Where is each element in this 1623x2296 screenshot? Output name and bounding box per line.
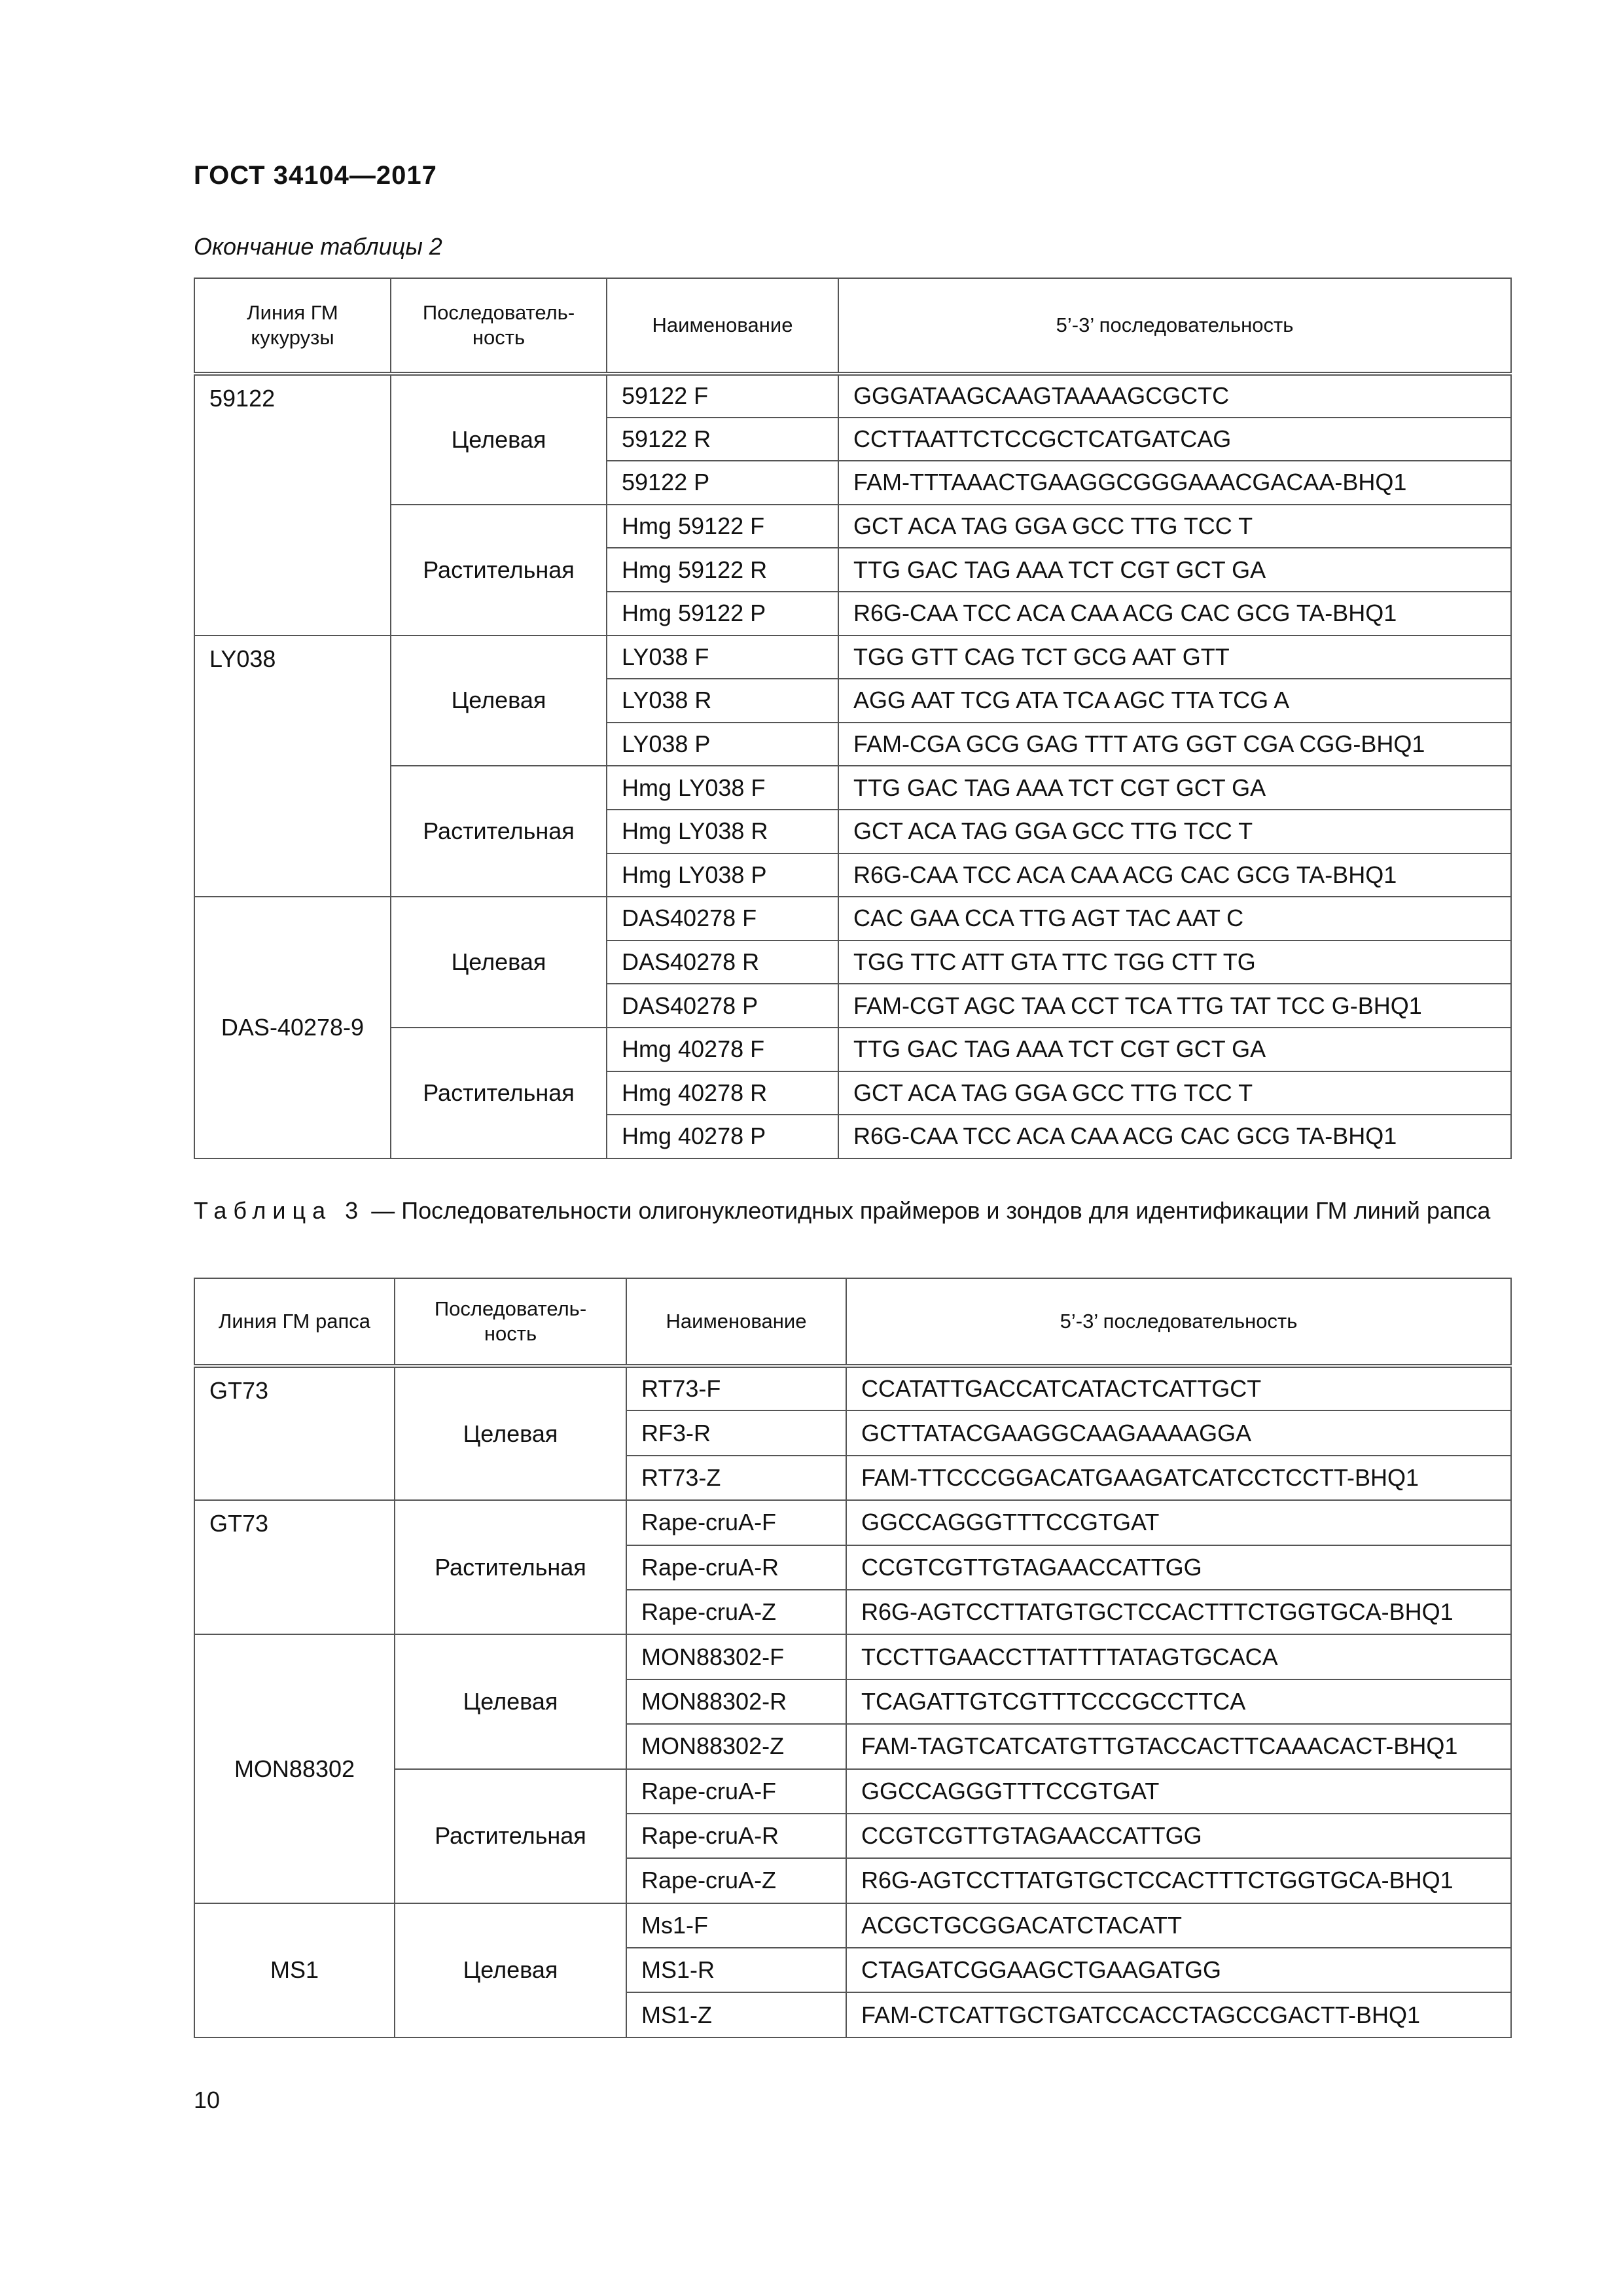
primer-name-cell: RT73-Z	[626, 1456, 846, 1500]
sequence-cell: FAM-TTCCCGGACATGAAGATCATCCTCCTT-BHQ1	[846, 1456, 1511, 1500]
primer-name-cell: DAS40278 R	[607, 941, 838, 984]
sequence-type-cell: Целевая	[391, 897, 607, 1028]
sequence-cell: GGCCAGGGTTTCCGTGAT	[846, 1500, 1511, 1545]
sequence-cell: FAM-CGA GCG GAG TTT ATG GGT CGA CGG-BHQ1	[838, 723, 1511, 766]
table-row	[194, 1500, 1511, 1545]
column-header: 5’-3’ последовательность	[846, 1278, 1511, 1366]
gm-line-cell: MS1	[194, 1903, 395, 2037]
column-header: Наименование	[626, 1278, 846, 1366]
table-row	[194, 505, 1511, 548]
table-header-row	[194, 1278, 1511, 1366]
primer-name-cell: DAS40278 P	[607, 984, 838, 1028]
sequence-type-cell: Растительная	[395, 1500, 626, 1634]
sequence-cell: AGG AAT TCG ATA TCA AGC TTA TCG A	[838, 679, 1511, 723]
primer-name-cell: Hmg LY038 F	[607, 766, 838, 810]
primer-name-cell: MON88302-F	[626, 1634, 846, 1679]
sequence-cell: CCATATTGACCATCATACTCATTGCT	[846, 1366, 1511, 1410]
page-number: 10	[194, 2087, 221, 2113]
table3	[194, 1278, 1512, 2038]
primer-name-cell: MON88302-R	[626, 1679, 846, 1724]
sequence-cell: R6G-AGTCCTTATGTGCTCCACTTTCTGGTGCA-BHQ1	[846, 1858, 1511, 1903]
table3-caption-label: Таблица 3	[194, 1197, 365, 1224]
gm-line-cell: GT73	[194, 1500, 395, 1634]
gm-line-cell: 59122	[194, 374, 391, 636]
sequence-cell: GCTTATACGAAGGCAAGAAAAGGA	[846, 1410, 1511, 1455]
gm-line-cell: DAS-40278-9	[194, 897, 391, 1158]
primer-name-cell: Ms1-F	[626, 1903, 846, 1948]
sequence-cell: R6G-AGTCCTTATGTGCTCCACTTTCTGGTGCA-BHQ1	[846, 1590, 1511, 1634]
primer-name-cell: Rape-cruA-Z	[626, 1858, 846, 1903]
sequence-cell: CTAGATCGGAAGCTGAAGATGG	[846, 1948, 1511, 1992]
sequence-type-cell: Растительная	[395, 1769, 626, 1903]
primer-name-cell: DAS40278 F	[607, 897, 838, 941]
primer-name-cell: 59122 R	[607, 418, 838, 461]
sequence-cell: TGG GTT CAG TCT GCG AAT GTT	[838, 636, 1511, 679]
primer-name-cell: Hmg 59122 F	[607, 505, 838, 548]
sequence-cell: R6G-CAA TCC ACA CAA ACG CAC GCG TA-BHQ1	[838, 1115, 1511, 1158]
primer-name-cell: Hmg 40278 R	[607, 1071, 838, 1115]
sequence-cell: GCT ACA TAG GGA GCC TTG TCC T	[838, 505, 1511, 548]
sequence-type-cell: Целевая	[395, 1366, 626, 1500]
table-row	[194, 1903, 1511, 1948]
table-header-row	[194, 278, 1511, 374]
sequence-cell: FAM-CGT AGC TAA CCT TCA TTG TAT TCC G-BHQ1	[838, 984, 1511, 1028]
primer-name-cell: MS1-Z	[626, 1992, 846, 2037]
primer-name-cell: LY038 R	[607, 679, 838, 723]
table-row	[194, 636, 1511, 679]
column-header: Наименование	[607, 278, 838, 374]
sequence-cell: TTG GAC TAG AAA TCT CGT GCT GA	[838, 548, 1511, 592]
sequence-cell: ACGCTGCGGACATCTACATT	[846, 1903, 1511, 1948]
primer-name-cell: LY038 F	[607, 636, 838, 679]
gm-line-cell: LY038	[194, 636, 391, 897]
primer-name-cell: Rape-cruA-F	[626, 1500, 846, 1545]
primer-name-cell: 59122 P	[607, 461, 838, 505]
primer-name-cell: RT73-F	[626, 1366, 846, 1410]
column-header: Линия ГМ кукурузы	[194, 278, 391, 374]
table-row	[194, 766, 1511, 810]
sequence-cell: TGG TTC ATT GTA TTC TGG CTT TG	[838, 941, 1511, 984]
sequence-cell: FAM-CTCATTGCTGATCCACCTAGCCGACTT-BHQ1	[846, 1992, 1511, 2037]
primer-name-cell: Hmg 59122 P	[607, 592, 838, 636]
table-row	[194, 1028, 1511, 1071]
sequence-type-cell: Растительная	[391, 1028, 607, 1158]
column-header: Последователь-ность	[395, 1278, 626, 1366]
sequence-cell: R6G-CAA TCC ACA CAA ACG CAC GCG TA-BHQ1	[838, 853, 1511, 897]
sequence-cell: TCCTTGAACCTTATTTTATAGTGCACA	[846, 1634, 1511, 1679]
sequence-type-cell: Целевая	[391, 636, 607, 766]
primer-name-cell: Rape-cruA-R	[626, 1814, 846, 1858]
sequence-cell: CCGTCGTTGTAGAACCATTGG	[846, 1545, 1511, 1590]
table-row	[194, 1634, 1511, 1679]
primer-name-cell: RF3-R	[626, 1410, 846, 1455]
sequence-cell: TTG GAC TAG AAA TCT CGT GCT GA	[838, 1028, 1511, 1071]
table3-caption	[194, 1194, 1510, 1228]
primer-name-cell: Rape-cruA-F	[626, 1769, 846, 1814]
sequence-cell: GGCCAGGGTTTCCGTGAT	[846, 1769, 1511, 1814]
sequence-cell: TCAGATTGTCGTTTCCCGCCTTCA	[846, 1679, 1511, 1724]
standard-header: ГОСТ 34104—2017	[194, 161, 437, 190]
table3-caption-text: — Последовательности олигонуклеотидных праймеров и зондов для идентификации ГМ линий рапса	[365, 1197, 1491, 1224]
table2	[194, 278, 1512, 1159]
sequence-type-cell: Целевая	[395, 1903, 626, 2037]
table-row	[194, 374, 1511, 418]
sequence-cell: FAM-TAGTCATCATGTTGTACCACTTCAAACACT-BHQ1	[846, 1724, 1511, 1768]
sequence-type-cell: Растительная	[391, 766, 607, 897]
sequence-type-cell: Целевая	[391, 374, 607, 505]
gm-line-cell: MON88302	[194, 1634, 395, 1903]
table-row	[194, 1366, 1511, 1410]
sequence-cell: GCT ACA TAG GGA GCC TTG TCC T	[838, 810, 1511, 853]
primer-name-cell: Hmg 40278 P	[607, 1115, 838, 1158]
primer-name-cell: Rape-cruA-R	[626, 1545, 846, 1590]
table-row	[194, 897, 1511, 941]
column-header: 5’-3’ последовательность	[838, 278, 1511, 374]
table2-caption: Окончание таблицы 2	[194, 233, 442, 260]
primer-name-cell: 59122 F	[607, 374, 838, 418]
sequence-type-cell: Целевая	[395, 1634, 626, 1768]
sequence-cell: GGGATAAGCAAGTAAAAGCGCTC	[838, 374, 1511, 418]
primer-name-cell: Hmg 59122 R	[607, 548, 838, 592]
gm-line-cell: GT73	[194, 1366, 395, 1500]
sequence-cell: GCT ACA TAG GGA GCC TTG TCC T	[838, 1071, 1511, 1115]
primer-name-cell: Hmg 40278 F	[607, 1028, 838, 1071]
primer-name-cell: Hmg LY038 P	[607, 853, 838, 897]
sequence-cell: CCTTAATTCTCCGCTCATGATCAG	[838, 418, 1511, 461]
primer-name-cell: MS1-R	[626, 1948, 846, 1992]
sequence-type-cell: Растительная	[391, 505, 607, 636]
sequence-cell: R6G-CAA TCC ACA CAA ACG CAC GCG TA-BHQ1	[838, 592, 1511, 636]
primer-name-cell: Hmg LY038 R	[607, 810, 838, 853]
sequence-cell: CCGTCGTTGTAGAACCATTGG	[846, 1814, 1511, 1858]
primer-name-cell: Rape-cruA-Z	[626, 1590, 846, 1634]
sequence-cell: CAC GAA CCA TTG AGT TAC AAT C	[838, 897, 1511, 941]
sequence-cell: TTG GAC TAG AAA TCT CGT GCT GA	[838, 766, 1511, 810]
column-header: Последователь-ность	[391, 278, 607, 374]
sequence-cell: FAM-TTTAAACTGAAGGCGGGAAACGACAA-BHQ1	[838, 461, 1511, 505]
primer-name-cell: LY038 P	[607, 723, 838, 766]
column-header: Линия ГМ рапса	[194, 1278, 395, 1366]
primer-name-cell: MON88302-Z	[626, 1724, 846, 1768]
